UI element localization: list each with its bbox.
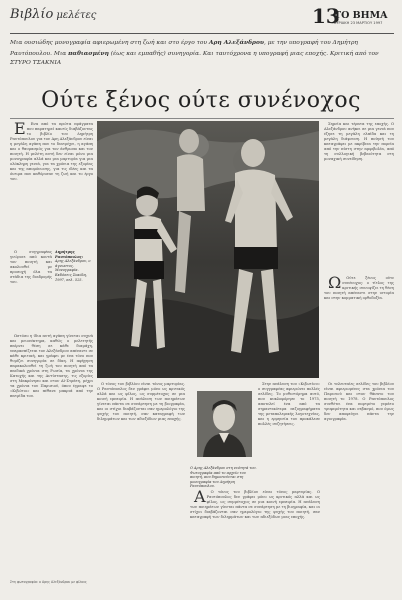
article-intro [10,38,390,69]
column-4-bottom-text: Οι τελευταίες σελίδες του βιβλίου είναι αφιερωμένες στα χρόνια του Παρισιού και στον θάνατο του ποιητή το 1978. Ο Ραυτόπουλος συνθέτει ένα πορτρέτο γεμάτο τρυφερότητα και σεβασμό, που όμως δεν αποφεύγει πάντα την αγιογραφία. [324,382,394,421]
intro-text-2: , με την υπογραφή του Δημήτρη Ραυτόπουλου. Μια [10,40,358,57]
header-divider [10,33,394,34]
portrait-caption: Ο Αρης Αλεξάνδρου στη νεότητά του. Φωτογραφία από το αρχείο του ποιητή, που δημοσιεύεται στη μονογραφία του Δημήτρη Ραυτόπουλου. [190,466,257,489]
book-caption-label: Δημήτρης Ραυτόπουλος: [55,250,83,259]
intro-author-name: Αρη Αλεξάνδρου [208,39,264,46]
text-column-3-top [258,382,320,478]
author-portrait [197,391,252,457]
text-column-3-bottom [190,490,320,578]
section-header [10,7,96,22]
column-4-top-text: Σημεία και τέρατα της εποχής. Ο Αλεξάνδρου ανήκει σε μια γενιά που έζησε τη μεγάλη ελπίδα και τη μεγάλη διάψευση. Η ποίησή του καταγράφει με ακρίβεια την πορεία από την πίστη στην αμφιβολία, από τη συλλογική βεβαιότητα στη μοναχική συνείδηση. [324,122,394,161]
column-1-mid-text: Ο συγγραφέας γνώρισε από κοντά τον ποιητή και ακολουθεί με προσοχή όλα τα στάδια της διαδρομής του. [10,250,52,284]
text-column-1-top [10,122,93,247]
article-title: Ούτε ξένος ούτε συνένοχος [41,88,361,113]
section-name: Βιβλίο [10,7,54,22]
beach-photo-image [97,121,319,378]
section-subname: μελέτες [56,10,97,21]
column-3-bottom-cont: Ο τόνος του βιβλίου είναι τόνος μαρτυρίας. Ο Ραυτόπουλος δεν γράφει μόνο ως κριτικός αλλά και ως φίλος, ως συμμέτοχος σε μια κοινή εμπειρία. Η ανάλυση των ποιημάτων γίνεται πάντα σε συνάρτηση με τη βιογραφία, και οι στίχοι διαβάζονται σαν ημερολόγιο της ψυχής του ποιητή, σαν καταγραφή των διλημμάτων και των αδιεξόδων μιας εποχής. [190,490,320,519]
intro-highlight: παθιασμένη [68,49,109,57]
issue-date: ΚΥΡΙΑΚΗ 23 ΜΑΡΤΙΟΥ 1997 [334,21,383,25]
text-column-1-mid [10,250,52,330]
book-caption-text: Αρης Αλεξάνδρου, ο άγνωστος. Μονογραφία. Εκδόσεις Σοκόλη, 1997, σελ. 525. [55,259,91,282]
column-1-bottom-text: Ωστόσο η ίδια αυτή αγάπη γίνεται συχνά και μειονέκτημα, καθώς ο μελετητής παίρνει θέση σε κάθε διαμάχη, υπερασπίζεται τον Αλεξάνδρου απέναντι σε κάθε κριτική, και γράφει με ένα τόνο που θυμίζει συνηγορία σε δίκη. Η αφήγηση παρακολουθεί τη ζωή του ποιητή από τα παιδικά χρόνια στη Ρωσία, τα χρόνια της Κατοχής και της Αντίστασης, τις εξορίες στη Μακρόνησο και στον Αϊ-Στράτη, μέχρι τα χρόνια του Παρισιού, όπου έγραψε το «Κιβώτιο» και πέθανε μακριά από την πατρίδα του. [10,334,93,398]
text-column-4-bottom [324,382,394,578]
text-column-2-bottom [97,382,185,578]
book-caption [55,250,93,282]
drop-cap-2: Ω [328,276,342,292]
column-2-bottom-text: Ο τόνος του βιβλίου είναι τόνος μαρτυρίας. Ο Ραυτόπουλος δεν γράφει μόνο ως κριτικός αλλά και ως φίλος, ως συμμέτοχος σε μια κοινή εμπειρία. Η ανάλυση των ποιημάτων γίνεται πάντα σε συνάρτηση με τη βιογραφία, και οι στίχοι διαβάζονται σαν ημερολόγιο της ψυχής του ποιητή, σαν καταγραφή των διλημμάτων και των αδιεξόδων μιας εποχής. [97,382,185,421]
text-column-4-mid [324,276,394,376]
intro-text-1: Μια ουσιώδης μονογραφία αφιερωμένη στη ζωή και στο έργο του [10,40,209,46]
intro-text-3: (έως και εμπαθής) συνηγορία. Και ταυτόχρονα η υπογραφή μιας εποχής. Κριτική από τον ΣΤΥΡΟ ΤΣΑΚΝΙΑ [10,50,379,67]
title-divider [10,118,394,119]
article-photo [97,121,319,378]
text-column-4-top [324,122,394,272]
text-column-1-bottom [10,334,93,576]
column-1-top-text: Ενα από τα πρώτα πράγματα που παρατηρεί κανείς διαβάζοντας το βιβλίο του Δημήτρη Ραυτόπουλου για τον Αρη Αλεξάνδρου είναι η μεγάλη αγάπη που το διατρέχει, η αγάπη και ο θαυμασμός για τον άνθρωπο και τον ποιητή. Η μελέτη αυτή δεν είναι μόνο μια μονογραφία αλλά και μια μαρτυρία για μια ολόκληρη γενιά, για τα χρόνια της εξορίας και της απομόνωσης, για τις ιδέες και τα όνειρα που καθόρισαν τη ζωή και το έργο του. [10,122,93,181]
column-3-bottom-text: Στην ανάλυση του «Κιβωτίου» ο συγγραφέας αφιερώνει πολλές σελίδες. Το μυθιστόρημα αυτό, που κυκλοφόρησε το 1975, αποτελεί ένα από τα σημαντικότερα πεζογραφήματα της μεταπολεμικής λογοτεχνίας, και η ερμηνεία του προκάλεσε πολλές συζητήσεις. [258,382,320,426]
page-number: 13 [312,4,340,28]
column-4-mid-text: Ούτε ξένος ούτε συνένοχος: ο τίτλος της κριτικής συνοψίζει τη θέση του ποιητή απέναντι στην ιστορία και στην κομματική ορθοδοξία. [324,276,394,300]
drop-cap: Ε [14,122,26,138]
portrait-image [197,391,252,457]
photo-note: Στη φωτογραφία: ο Αρης Αλεξάνδρου με φίλους [10,580,87,584]
drop-cap-3: Α [194,490,206,506]
newspaper-name: ΤΟ ΒΗΜΑ [334,10,388,21]
